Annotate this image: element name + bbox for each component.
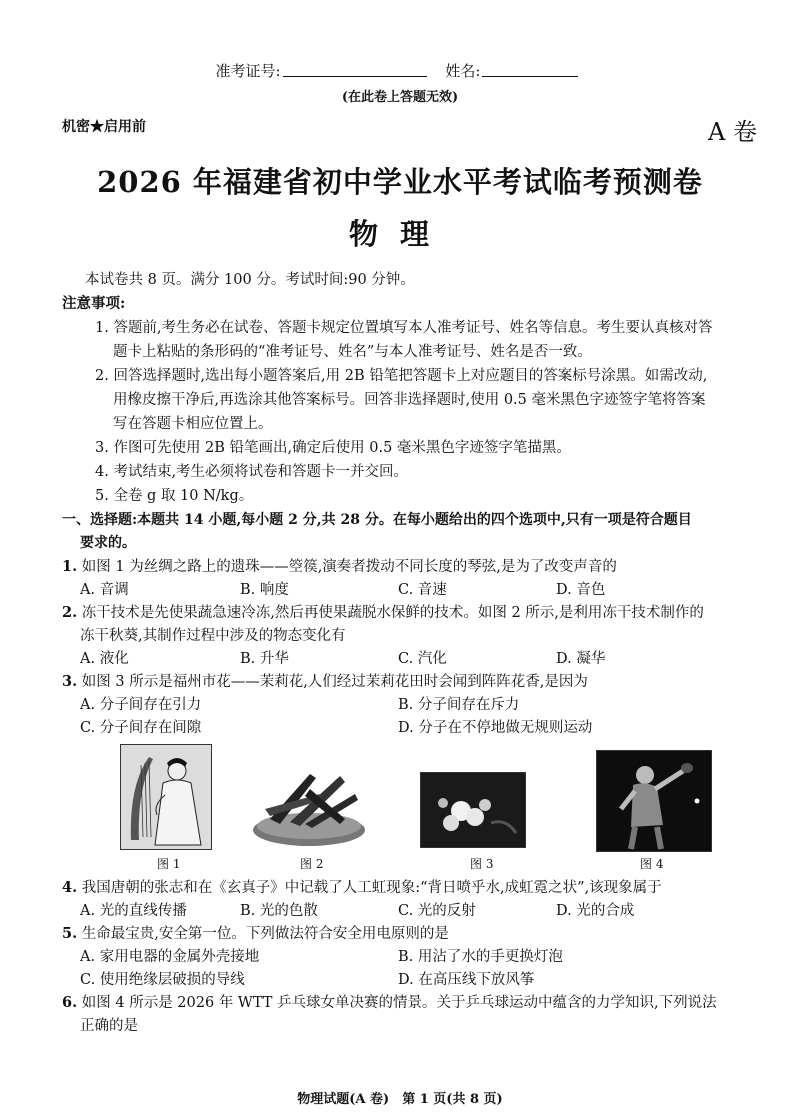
option-c: C. 光的反射 — [398, 903, 476, 919]
notice-heading: 注意事项: — [62, 295, 126, 312]
figure-2-dried-okra — [250, 764, 368, 850]
notice-item: 2. 回答选择题时,选出每小题答案后,用 2B 铅笔把答题卡上对应题目的答案标号涂黑。如需改动, — [95, 368, 708, 384]
notice-item: 写在答题卡相应位置上。 — [113, 416, 273, 432]
notice-item: 1. 答题前,考生务必在试卷、答题卡规定位置填写本人准考证号、姓名等信息。考生要认真核对答 — [95, 320, 713, 336]
name-blank — [482, 76, 578, 77]
figure-2-caption: 图 2 — [300, 857, 324, 871]
question-number: 6. — [62, 994, 78, 1011]
figure-3-jasmine — [420, 772, 526, 848]
question-number: 3. — [62, 673, 78, 690]
option-d: D. 凝华 — [556, 651, 606, 667]
question-5 — [62, 924, 449, 944]
option-b: B. 分子间存在斥力 — [398, 697, 520, 713]
figure-4-table-tennis — [596, 750, 712, 852]
option-c: C. 汽化 — [398, 651, 447, 667]
option-c: C. 音速 — [398, 582, 447, 598]
question-text: 冻干技术是先使果蔬急速冷冻,然后再使果蔬脱水保鲜的技术。如图 2 所示,是利用冻干技术制作的 — [81, 605, 704, 621]
option-a: A. 家用电器的金属外壳接地 — [80, 949, 260, 965]
option-a: A. 光的直线传播 — [80, 903, 187, 919]
option-a: A. 液化 — [80, 651, 129, 667]
question-number: 2. — [62, 604, 78, 621]
header-line — [0, 60, 800, 81]
question-text-cont: 冻干秋葵,其制作过程中涉及的物态变化有 — [80, 628, 346, 644]
question-2 — [62, 603, 704, 623]
notice-item: 用橡皮擦干净后,再选涂其他答案标号。回答非选择题时,使用 0.5 毫米黑色字迹签字笔将答案 — [113, 392, 706, 408]
question-number: 5. — [62, 925, 78, 942]
section-heading-cont: 要求的。 — [80, 535, 136, 551]
figure-1-harp-player — [120, 744, 212, 850]
question-3 — [62, 672, 588, 692]
question-number: 4. — [62, 879, 78, 896]
question-text-cont: 正确的是 — [80, 1018, 138, 1034]
notice-item: 3. 作图可先使用 2B 铅笔画出,确定后使用 0.5 毫米黑色字迹签字笔描黑。 — [95, 440, 571, 456]
question-text: 如图 4 所示是 2026 年 WTT 乒乓球女单决赛的情景。关于乒乓球运动中蕴含的力学知识,下列说法 — [81, 995, 717, 1011]
page-footer: 物理试题(A 卷) 第 1 页(共 8 页) — [297, 1092, 503, 1107]
question-number: 1. — [62, 558, 78, 575]
option-b: B. 响度 — [240, 582, 289, 598]
question-text: 生命最宝贵,安全第一位。下列做法符合安全用电原则的是 — [81, 926, 449, 942]
option-a: A. 分子间存在引力 — [80, 697, 202, 713]
ticket-blank — [283, 76, 427, 77]
option-d: D. 光的合成 — [556, 903, 635, 919]
notice-item: 题卡上粘贴的条形码的“准考证号、姓名”与本人准考证号、姓名是否一致。 — [113, 344, 592, 360]
subject-title: 物理 — [348, 217, 451, 251]
exam-intro: 本试卷共 8 页。满分 100 分。考试时间:90 分钟。 — [85, 272, 415, 288]
exam-title: 2026 年福建省初中学业水平考试临考预测卷 — [97, 165, 703, 199]
jasmine-flower-illustration — [421, 773, 525, 847]
option-b: B. 升华 — [240, 651, 289, 667]
volume-label: A 卷 — [708, 118, 757, 146]
secret-label: 机密★启用前 — [62, 119, 146, 135]
option-b: B. 用沾了水的手更换灯泡 — [398, 949, 563, 965]
option-b: B. 光的色散 — [240, 903, 318, 919]
harp-player-illustration — [121, 745, 211, 849]
notice-item: 4. 考试结束,考生必须将试卷和答题卡一并交回。 — [95, 464, 409, 480]
question-text: 如图 1 为丝绸之路上的遗珠——箜篌,演奏者拨动不同长度的琴弦,是为了改变声音的 — [81, 559, 617, 575]
option-d: D. 在高压线下放风筝 — [398, 972, 535, 988]
question-6 — [62, 993, 717, 1013]
option-c: C. 分子间存在间隙 — [80, 720, 202, 736]
invalid-answer-note: (在此卷上答题无效) — [341, 90, 459, 105]
notice-item: 5. 全卷 g 取 10 N/kg。 — [95, 488, 254, 504]
name-label: 姓名: — [445, 62, 481, 80]
ticket-label: 准考证号: — [215, 62, 281, 80]
option-a: A. 音调 — [80, 582, 129, 598]
dried-okra-illustration — [250, 764, 368, 850]
question-1 — [62, 557, 617, 577]
question-text: 如图 3 所示是福州市花——茉莉花,人们经过茉莉花田时会闻到阵阵花香,是因为 — [81, 674, 588, 690]
question-text: 我国唐朝的张志和在《玄真子》中记载了人工虹现象:“背日喷乎水,成虹霓之状”,该现象属于 — [81, 880, 662, 896]
option-c: C. 使用绝缘层破损的导线 — [80, 972, 245, 988]
option-d: D. 分子在不停地做无规则运动 — [398, 720, 593, 736]
figure-3-caption: 图 3 — [470, 857, 494, 871]
question-4 — [62, 878, 662, 898]
option-d: D. 音色 — [556, 582, 606, 598]
figure-4-caption: 图 4 — [640, 857, 664, 871]
figure-1-caption: 图 1 — [157, 857, 181, 871]
table-tennis-player-illustration — [597, 751, 711, 851]
section-heading: 一、选择题:本题共 14 小题,每小题 2 分,共 28 分。在每小题给出的四个选项中,只有一项是符合题目 — [62, 512, 692, 528]
